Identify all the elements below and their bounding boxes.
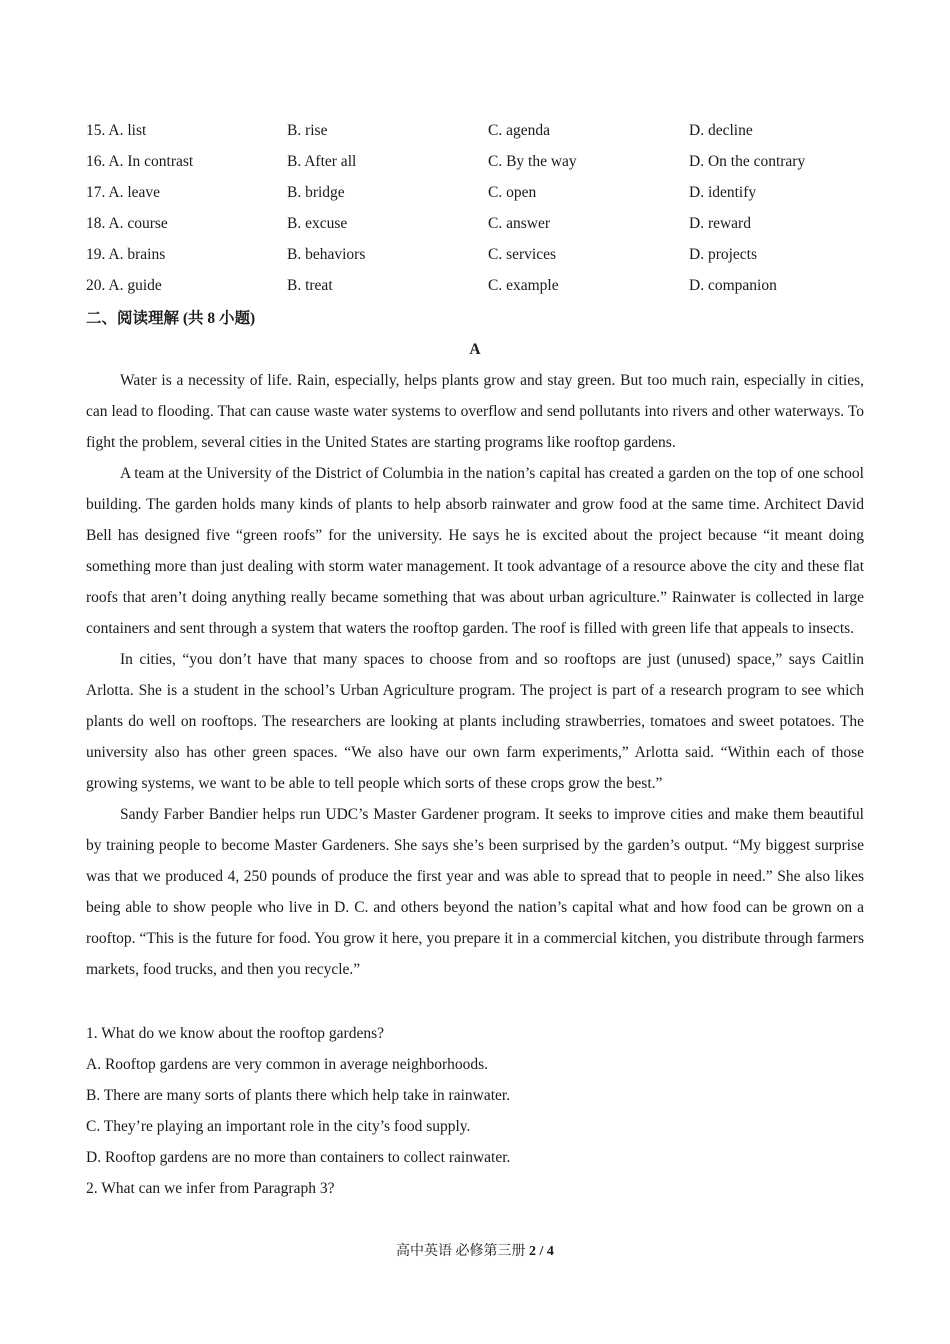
option-d: D. reward <box>689 215 751 232</box>
option-c: C. example <box>488 277 559 294</box>
option-c: C. answer <box>488 215 550 232</box>
cloze-option-row-16 <box>86 146 864 177</box>
question-1-stem: 1. What do we know about the rooftop gardens? <box>86 1025 385 1042</box>
option-c: C. By the way <box>488 153 577 170</box>
question-1-option-c: C. They’re playing an important role in the city’s food supply. <box>86 1118 471 1135</box>
question-number: 16. <box>86 153 106 170</box>
cloze-option-row-15 <box>86 115 864 146</box>
option-b: B. After all <box>287 153 357 170</box>
option-a <box>86 208 168 239</box>
question-1-option-b: B. There are many sorts of plants there which help take in rainwater. <box>86 1087 511 1104</box>
cloze-option-row-20 <box>86 270 864 301</box>
option-d: D. decline <box>689 122 753 139</box>
footer-label: 高中英语 必修第三册 <box>396 1244 526 1259</box>
option-a <box>86 177 160 208</box>
option-a-text: A. leave <box>108 184 161 201</box>
option-b: B. treat <box>287 277 333 294</box>
option-b: B. rise <box>287 122 328 139</box>
cloze-option-row-19 <box>86 239 864 270</box>
option-d: D. identify <box>689 184 757 201</box>
question-1-option-d: D. Rooftop gardens are no more than containers to collect rainwater. <box>86 1149 511 1166</box>
option-b: B. excuse <box>287 215 348 232</box>
option-a <box>86 270 162 301</box>
option-d: D. companion <box>689 277 777 294</box>
passage-paragraph-4: Sandy Farber Bandier helps run UDC’s Master Gardener program. It seeks to improve cities and make them beautiful by training people to become Master Gardeners. She says she’s been surprised by the garden’s output. “My biggest surprise was that we produced 4, 250 pounds of produce the first year and was able to spread that to people in need.” She also likes being able to show people who live in D. C. and others beyond the nation’s capital what and how food can be grown on a rooftop. “This is the future for food. You grow it here, you prepare it in a commercial kitchen, you distribute through farmers markets, food trucks, and then you recycle.” <box>86 806 864 978</box>
question-2-stem: 2. What can we infer from Paragraph 3? <box>86 1180 335 1197</box>
option-a <box>86 146 193 177</box>
option-c: C. services <box>488 246 557 263</box>
question-list <box>86 1018 864 1204</box>
option-c: C. agenda <box>488 122 550 139</box>
passage-body <box>86 365 864 985</box>
question-number: 17. <box>86 184 106 201</box>
option-a <box>86 239 165 270</box>
option-b: B. bridge <box>287 184 345 201</box>
question-number: 20. <box>86 277 106 294</box>
question-1-option-a: A. Rooftop gardens are very common in average neighborhoods. <box>86 1056 489 1073</box>
option-d: D. projects <box>689 246 758 263</box>
option-a-text: A. brains <box>108 246 166 263</box>
option-a-text: A. list <box>108 122 147 139</box>
question-number: 15. <box>86 122 106 139</box>
option-a-text: A. In contrast <box>108 153 194 170</box>
section-heading: 二、阅读理解 (共 8 小题) <box>86 310 256 327</box>
page-footer <box>0 1242 950 1262</box>
cloze-option-row-18 <box>86 208 864 239</box>
option-c: C. open <box>488 184 537 201</box>
question-number: 18. <box>86 215 106 232</box>
cloze-option-row-17 <box>86 177 864 208</box>
passage-paragraph-1: Water is a necessity of life. Rain, especially, helps plants grow and stay green. But too much rain, especially in cities, can lead to flooding. That can cause waste water systems to overflow and send pollutants into rivers and other waterways. To fight the problem, several cities in the United States are starting programs like rooftop gardens. <box>86 372 864 451</box>
passage-title: A <box>469 341 481 358</box>
page-number: 2 / 4 <box>529 1244 554 1259</box>
option-b: B. behaviors <box>287 246 366 263</box>
passage-paragraph-2: A team at the University of the District of Columbia in the nation’s capital has created a garden on the top of one school building. The garden holds many kinds of plants to help absorb rainwater and grow food at the same time. Architect David Bell has designed five “green roofs” for the university. He says he is excited about the project because “it meant doing something more than just dealing with storm water management. It took advantage of a resource above the city and these flat roofs that aren’t doing anything really became something that was about urban agriculture.” Rainwater is collected in large containers and sent through a system that waters the rooftop garden. The roof is filled with green life that appeals to insects. <box>86 465 864 637</box>
option-a-text: A. guide <box>108 277 162 294</box>
option-d: D. On the contrary <box>689 153 806 170</box>
option-a <box>86 115 146 146</box>
question-number: 19. <box>86 246 106 263</box>
option-a-text: A. course <box>108 215 168 232</box>
passage-paragraph-3: In cities, “you don’t have that many spaces to choose from and so rooftops are just (unused) space,” says Caitlin Arlotta. She is a student in the school’s Urban Agriculture program. The project is part of a research program to see which plants do well on rooftops. The researchers are looking at plants including strawberries, tomatoes and sweet potatoes. The university also has other green spaces. “We also have our own farm experiments,” Arlotta said. “Within each of those growing systems, we want to be able to tell people which sorts of these crops grow the best.” <box>86 651 864 792</box>
